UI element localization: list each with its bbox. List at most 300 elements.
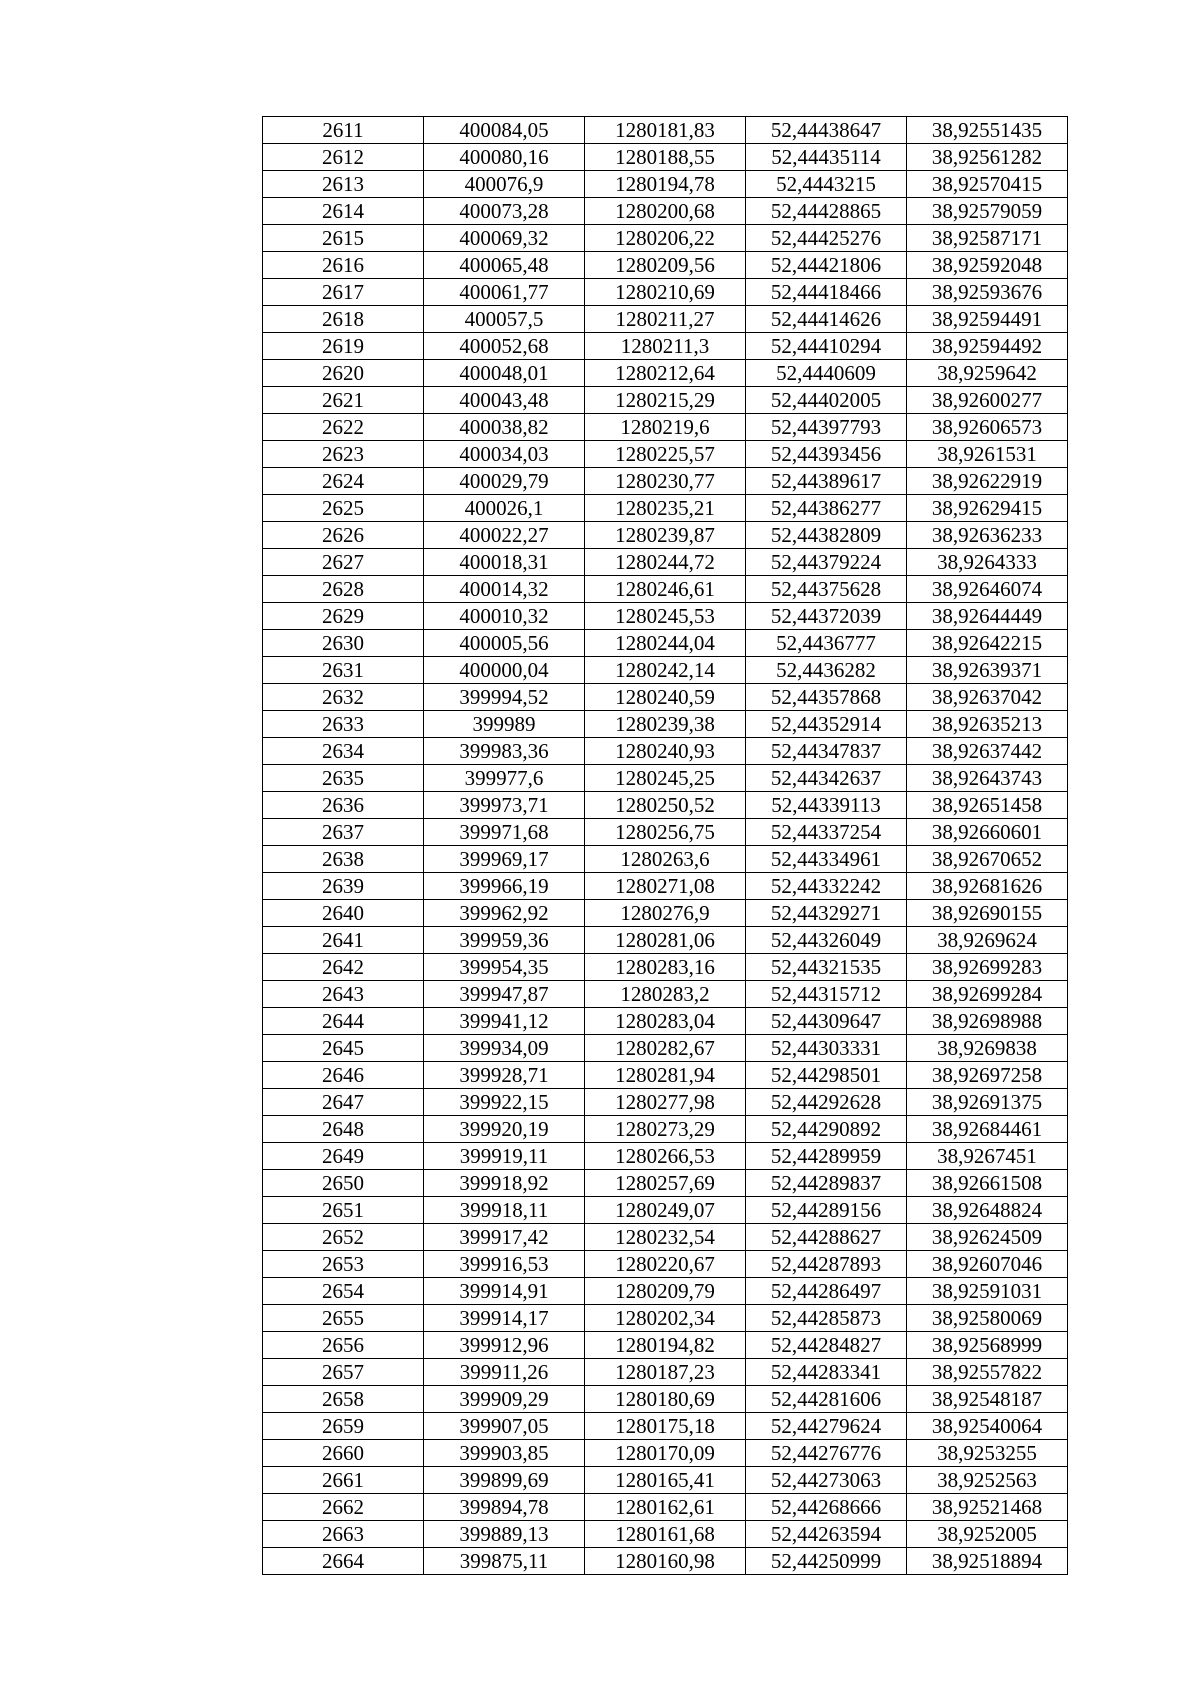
table-row: [263, 387, 1068, 414]
table-row: [263, 306, 1068, 333]
longitude-cell: 38,92540064: [907, 1413, 1068, 1440]
latitude-cell: 52,44339113: [746, 792, 907, 819]
longitude-cell: 38,9267451: [907, 1143, 1068, 1170]
x-coordinate-cell: 399971,68: [424, 819, 585, 846]
longitude-cell: 38,92607046: [907, 1251, 1068, 1278]
table-row: [263, 1278, 1068, 1305]
longitude-cell: 38,9264333: [907, 549, 1068, 576]
table-row: [263, 1305, 1068, 1332]
point-number-cell: 2657: [263, 1359, 424, 1386]
longitude-cell: 38,92643743: [907, 765, 1068, 792]
point-number-cell: 2621: [263, 387, 424, 414]
point-number-cell: 2616: [263, 252, 424, 279]
latitude-cell: 52,44303331: [746, 1035, 907, 1062]
x-coordinate-cell: 400010,32: [424, 603, 585, 630]
longitude-cell: 38,92644449: [907, 603, 1068, 630]
table-row: [263, 441, 1068, 468]
y-coordinate-cell: 1280250,52: [585, 792, 746, 819]
longitude-cell: 38,92637042: [907, 684, 1068, 711]
table-row: [263, 1008, 1068, 1035]
latitude-cell: 52,44290892: [746, 1116, 907, 1143]
point-number-cell: 2636: [263, 792, 424, 819]
table-row: [263, 603, 1068, 630]
point-number-cell: 2628: [263, 576, 424, 603]
longitude-cell: 38,92690155: [907, 900, 1068, 927]
point-number-cell: 2625: [263, 495, 424, 522]
latitude-cell: 52,44397793: [746, 414, 907, 441]
x-coordinate-cell: 400084,05: [424, 117, 585, 144]
latitude-cell: 52,44372039: [746, 603, 907, 630]
table-row: [263, 198, 1068, 225]
y-coordinate-cell: 1280215,29: [585, 387, 746, 414]
longitude-cell: 38,9253255: [907, 1440, 1068, 1467]
longitude-cell: 38,92600277: [907, 387, 1068, 414]
x-coordinate-cell: 399969,17: [424, 846, 585, 873]
point-number-cell: 2627: [263, 549, 424, 576]
point-number-cell: 2635: [263, 765, 424, 792]
longitude-cell: 38,9269838: [907, 1035, 1068, 1062]
x-coordinate-cell: 400043,48: [424, 387, 585, 414]
x-coordinate-cell: 400022,27: [424, 522, 585, 549]
longitude-cell: 38,92691375: [907, 1089, 1068, 1116]
latitude-cell: 52,44337254: [746, 819, 907, 846]
table-row: [263, 1062, 1068, 1089]
point-number-cell: 2620: [263, 360, 424, 387]
x-coordinate-cell: 399899,69: [424, 1467, 585, 1494]
latitude-cell: 52,44379224: [746, 549, 907, 576]
table-row: [263, 900, 1068, 927]
x-coordinate-cell: 399912,96: [424, 1332, 585, 1359]
point-number-cell: 2611: [263, 117, 424, 144]
point-number-cell: 2640: [263, 900, 424, 927]
y-coordinate-cell: 1280220,67: [585, 1251, 746, 1278]
latitude-cell: 52,44309647: [746, 1008, 907, 1035]
table-row: [263, 522, 1068, 549]
y-coordinate-cell: 1280249,07: [585, 1197, 746, 1224]
x-coordinate-cell: 399918,92: [424, 1170, 585, 1197]
y-coordinate-cell: 1280239,38: [585, 711, 746, 738]
y-coordinate-cell: 1280232,54: [585, 1224, 746, 1251]
longitude-cell: 38,92646074: [907, 576, 1068, 603]
point-number-cell: 2659: [263, 1413, 424, 1440]
y-coordinate-cell: 1280235,21: [585, 495, 746, 522]
latitude-cell: 52,44285873: [746, 1305, 907, 1332]
latitude-cell: 52,44326049: [746, 927, 907, 954]
latitude-cell: 52,44357868: [746, 684, 907, 711]
latitude-cell: 52,44292628: [746, 1089, 907, 1116]
longitude-cell: 38,92660601: [907, 819, 1068, 846]
x-coordinate-cell: 399962,92: [424, 900, 585, 927]
latitude-cell: 52,44402005: [746, 387, 907, 414]
latitude-cell: 52,44410294: [746, 333, 907, 360]
table-row: [263, 1413, 1068, 1440]
x-coordinate-cell: 399983,36: [424, 738, 585, 765]
point-number-cell: 2661: [263, 1467, 424, 1494]
table-row: [263, 1251, 1068, 1278]
table-row: [263, 1035, 1068, 1062]
y-coordinate-cell: 1280242,14: [585, 657, 746, 684]
y-coordinate-cell: 1280283,2: [585, 981, 746, 1008]
point-number-cell: 2646: [263, 1062, 424, 1089]
table-row: [263, 711, 1068, 738]
y-coordinate-cell: 1280212,64: [585, 360, 746, 387]
point-number-cell: 2612: [263, 144, 424, 171]
x-coordinate-cell: 399914,17: [424, 1305, 585, 1332]
latitude-cell: 52,44342637: [746, 765, 907, 792]
point-number-cell: 2639: [263, 873, 424, 900]
latitude-cell: 52,44276776: [746, 1440, 907, 1467]
x-coordinate-cell: 399918,11: [424, 1197, 585, 1224]
longitude-cell: 38,92697258: [907, 1062, 1068, 1089]
point-number-cell: 2615: [263, 225, 424, 252]
y-coordinate-cell: 1280181,83: [585, 117, 746, 144]
table-row: [263, 495, 1068, 522]
y-coordinate-cell: 1280244,72: [585, 549, 746, 576]
table-row: [263, 414, 1068, 441]
x-coordinate-cell: 399977,6: [424, 765, 585, 792]
latitude-cell: 52,44321535: [746, 954, 907, 981]
latitude-cell: 52,44250999: [746, 1548, 907, 1575]
x-coordinate-cell: 399954,35: [424, 954, 585, 981]
latitude-cell: 52,44288627: [746, 1224, 907, 1251]
latitude-cell: 52,44329271: [746, 900, 907, 927]
x-coordinate-cell: 399911,26: [424, 1359, 585, 1386]
table-row: [263, 1116, 1068, 1143]
point-number-cell: 2649: [263, 1143, 424, 1170]
table-row: [263, 1521, 1068, 1548]
y-coordinate-cell: 1280281,06: [585, 927, 746, 954]
x-coordinate-cell: 399959,36: [424, 927, 585, 954]
x-coordinate-cell: 400038,82: [424, 414, 585, 441]
latitude-cell: 52,44289959: [746, 1143, 907, 1170]
longitude-cell: 38,92636233: [907, 522, 1068, 549]
y-coordinate-cell: 1280282,67: [585, 1035, 746, 1062]
y-coordinate-cell: 1280188,55: [585, 144, 746, 171]
longitude-cell: 38,92642215: [907, 630, 1068, 657]
table-row: [263, 1332, 1068, 1359]
y-coordinate-cell: 1280271,08: [585, 873, 746, 900]
point-number-cell: 2654: [263, 1278, 424, 1305]
point-number-cell: 2619: [263, 333, 424, 360]
point-number-cell: 2624: [263, 468, 424, 495]
y-coordinate-cell: 1280246,61: [585, 576, 746, 603]
x-coordinate-cell: 399889,13: [424, 1521, 585, 1548]
latitude-cell: 52,44298501: [746, 1062, 907, 1089]
y-coordinate-cell: 1280281,94: [585, 1062, 746, 1089]
table-row: [263, 1197, 1068, 1224]
x-coordinate-cell: 400069,32: [424, 225, 585, 252]
y-coordinate-cell: 1280276,9: [585, 900, 746, 927]
table-row: [263, 1224, 1068, 1251]
y-coordinate-cell: 1280283,16: [585, 954, 746, 981]
x-coordinate-cell: 400014,32: [424, 576, 585, 603]
table-row: [263, 144, 1068, 171]
point-number-cell: 2647: [263, 1089, 424, 1116]
longitude-cell: 38,92637442: [907, 738, 1068, 765]
x-coordinate-cell: 399934,09: [424, 1035, 585, 1062]
longitude-cell: 38,92651458: [907, 792, 1068, 819]
latitude-cell: 52,44263594: [746, 1521, 907, 1548]
point-number-cell: 2622: [263, 414, 424, 441]
point-number-cell: 2634: [263, 738, 424, 765]
latitude-cell: 52,44287893: [746, 1251, 907, 1278]
latitude-cell: 52,44289156: [746, 1197, 907, 1224]
y-coordinate-cell: 1280175,18: [585, 1413, 746, 1440]
longitude-cell: 38,92580069: [907, 1305, 1068, 1332]
y-coordinate-cell: 1280277,98: [585, 1089, 746, 1116]
longitude-cell: 38,9252005: [907, 1521, 1068, 1548]
longitude-cell: 38,92639371: [907, 657, 1068, 684]
x-coordinate-cell: 400026,1: [424, 495, 585, 522]
longitude-cell: 38,92594492: [907, 333, 1068, 360]
table-row: [263, 1494, 1068, 1521]
x-coordinate-cell: 399920,19: [424, 1116, 585, 1143]
y-coordinate-cell: 1280165,41: [585, 1467, 746, 1494]
latitude-cell: 52,4436282: [746, 657, 907, 684]
coordinates-table-body: [263, 117, 1068, 1575]
longitude-cell: 38,92681626: [907, 873, 1068, 900]
latitude-cell: 52,44421806: [746, 252, 907, 279]
y-coordinate-cell: 1280210,69: [585, 279, 746, 306]
y-coordinate-cell: 1280263,6: [585, 846, 746, 873]
x-coordinate-cell: 400034,03: [424, 441, 585, 468]
y-coordinate-cell: 1280230,77: [585, 468, 746, 495]
latitude-cell: 52,4440609: [746, 360, 907, 387]
latitude-cell: 52,44283341: [746, 1359, 907, 1386]
longitude-cell: 38,92635213: [907, 711, 1068, 738]
longitude-cell: 38,92521468: [907, 1494, 1068, 1521]
latitude-cell: 52,44273063: [746, 1467, 907, 1494]
latitude-cell: 52,44268666: [746, 1494, 907, 1521]
x-coordinate-cell: 400076,9: [424, 171, 585, 198]
table-row: [263, 1359, 1068, 1386]
latitude-cell: 52,44352914: [746, 711, 907, 738]
y-coordinate-cell: 1280187,23: [585, 1359, 746, 1386]
longitude-cell: 38,9252563: [907, 1467, 1068, 1494]
table-row: [263, 792, 1068, 819]
x-coordinate-cell: 399966,19: [424, 873, 585, 900]
longitude-cell: 38,92594491: [907, 306, 1068, 333]
point-number-cell: 2626: [263, 522, 424, 549]
x-coordinate-cell: 399941,12: [424, 1008, 585, 1035]
longitude-cell: 38,92629415: [907, 495, 1068, 522]
point-number-cell: 2618: [263, 306, 424, 333]
table-row: [263, 819, 1068, 846]
x-coordinate-cell: 400057,5: [424, 306, 585, 333]
x-coordinate-cell: 399973,71: [424, 792, 585, 819]
table-row: [263, 117, 1068, 144]
latitude-cell: 52,44332242: [746, 873, 907, 900]
latitude-cell: 52,44435114: [746, 144, 907, 171]
y-coordinate-cell: 1280162,61: [585, 1494, 746, 1521]
longitude-cell: 38,92579059: [907, 198, 1068, 225]
x-coordinate-cell: 399928,71: [424, 1062, 585, 1089]
y-coordinate-cell: 1280209,79: [585, 1278, 746, 1305]
table-row: [263, 630, 1068, 657]
x-coordinate-cell: 400073,28: [424, 198, 585, 225]
y-coordinate-cell: 1280256,75: [585, 819, 746, 846]
point-number-cell: 2643: [263, 981, 424, 1008]
x-coordinate-cell: 399916,53: [424, 1251, 585, 1278]
longitude-cell: 38,92648824: [907, 1197, 1068, 1224]
x-coordinate-cell: 399914,91: [424, 1278, 585, 1305]
table-row: [263, 576, 1068, 603]
longitude-cell: 38,92593676: [907, 279, 1068, 306]
x-coordinate-cell: 399917,42: [424, 1224, 585, 1251]
latitude-cell: 52,44375628: [746, 576, 907, 603]
table-row: [263, 927, 1068, 954]
table-row: [263, 684, 1068, 711]
latitude-cell: 52,44281606: [746, 1386, 907, 1413]
table-row: [263, 279, 1068, 306]
table-row: [263, 1170, 1068, 1197]
point-number-cell: 2662: [263, 1494, 424, 1521]
latitude-cell: 52,44438647: [746, 117, 907, 144]
x-coordinate-cell: 399989: [424, 711, 585, 738]
table-row: [263, 738, 1068, 765]
latitude-cell: 52,44279624: [746, 1413, 907, 1440]
y-coordinate-cell: 1280244,04: [585, 630, 746, 657]
latitude-cell: 52,44286497: [746, 1278, 907, 1305]
y-coordinate-cell: 1280240,93: [585, 738, 746, 765]
y-coordinate-cell: 1280194,82: [585, 1332, 746, 1359]
y-coordinate-cell: 1280240,59: [585, 684, 746, 711]
y-coordinate-cell: 1280225,57: [585, 441, 746, 468]
x-coordinate-cell: 400048,01: [424, 360, 585, 387]
x-coordinate-cell: 400018,31: [424, 549, 585, 576]
y-coordinate-cell: 1280160,98: [585, 1548, 746, 1575]
x-coordinate-cell: 399875,11: [424, 1548, 585, 1575]
y-coordinate-cell: 1280211,3: [585, 333, 746, 360]
table-row: [263, 1143, 1068, 1170]
longitude-cell: 38,92684461: [907, 1116, 1068, 1143]
x-coordinate-cell: 400052,68: [424, 333, 585, 360]
point-number-cell: 2637: [263, 819, 424, 846]
table-row: [263, 1089, 1068, 1116]
y-coordinate-cell: 1280211,27: [585, 306, 746, 333]
longitude-cell: 38,92548187: [907, 1386, 1068, 1413]
y-coordinate-cell: 1280180,69: [585, 1386, 746, 1413]
point-number-cell: 2642: [263, 954, 424, 981]
table-row: [263, 954, 1068, 981]
table-row: [263, 333, 1068, 360]
longitude-cell: 38,92624509: [907, 1224, 1068, 1251]
table-row: [263, 549, 1068, 576]
longitude-cell: 38,92661508: [907, 1170, 1068, 1197]
latitude-cell: 52,44428865: [746, 198, 907, 225]
x-coordinate-cell: 399994,52: [424, 684, 585, 711]
point-number-cell: 2648: [263, 1116, 424, 1143]
longitude-cell: 38,92561282: [907, 144, 1068, 171]
point-number-cell: 2652: [263, 1224, 424, 1251]
x-coordinate-cell: 399903,85: [424, 1440, 585, 1467]
latitude-cell: 52,44334961: [746, 846, 907, 873]
table-row: [263, 1386, 1068, 1413]
x-coordinate-cell: 400061,77: [424, 279, 585, 306]
table-row: [263, 765, 1068, 792]
longitude-cell: 38,9261531: [907, 441, 1068, 468]
y-coordinate-cell: 1280209,56: [585, 252, 746, 279]
latitude-cell: 52,44386277: [746, 495, 907, 522]
longitude-cell: 38,92551435: [907, 117, 1068, 144]
x-coordinate-cell: 399909,29: [424, 1386, 585, 1413]
table-row: [263, 252, 1068, 279]
longitude-cell: 38,92698988: [907, 1008, 1068, 1035]
y-coordinate-cell: 1280206,22: [585, 225, 746, 252]
longitude-cell: 38,92670652: [907, 846, 1068, 873]
longitude-cell: 38,9259642: [907, 360, 1068, 387]
point-number-cell: 2664: [263, 1548, 424, 1575]
y-coordinate-cell: 1280200,68: [585, 198, 746, 225]
longitude-cell: 38,92568999: [907, 1332, 1068, 1359]
y-coordinate-cell: 1280273,29: [585, 1116, 746, 1143]
point-number-cell: 2631: [263, 657, 424, 684]
table-row: [263, 468, 1068, 495]
latitude-cell: 52,44289837: [746, 1170, 907, 1197]
latitude-cell: 52,44347837: [746, 738, 907, 765]
table-row: [263, 657, 1068, 684]
longitude-cell: 38,92699283: [907, 954, 1068, 981]
point-number-cell: 2658: [263, 1386, 424, 1413]
point-number-cell: 2660: [263, 1440, 424, 1467]
y-coordinate-cell: 1280266,53: [585, 1143, 746, 1170]
latitude-cell: 52,4443215: [746, 171, 907, 198]
point-number-cell: 2633: [263, 711, 424, 738]
point-number-cell: 2614: [263, 198, 424, 225]
longitude-cell: 38,92592048: [907, 252, 1068, 279]
point-number-cell: 2638: [263, 846, 424, 873]
longitude-cell: 38,92591031: [907, 1278, 1068, 1305]
latitude-cell: 52,44315712: [746, 981, 907, 1008]
table-row: [263, 171, 1068, 198]
point-number-cell: 2623: [263, 441, 424, 468]
y-coordinate-cell: 1280239,87: [585, 522, 746, 549]
table-row: [263, 981, 1068, 1008]
point-number-cell: 2630: [263, 630, 424, 657]
point-number-cell: 2645: [263, 1035, 424, 1062]
table-row: [263, 360, 1068, 387]
point-number-cell: 2651: [263, 1197, 424, 1224]
point-number-cell: 2653: [263, 1251, 424, 1278]
y-coordinate-cell: 1280161,68: [585, 1521, 746, 1548]
longitude-cell: 38,92557822: [907, 1359, 1068, 1386]
latitude-cell: 52,44382809: [746, 522, 907, 549]
latitude-cell: 52,44393456: [746, 441, 907, 468]
y-coordinate-cell: 1280202,34: [585, 1305, 746, 1332]
point-number-cell: 2641: [263, 927, 424, 954]
table-row: [263, 873, 1068, 900]
y-coordinate-cell: 1280257,69: [585, 1170, 746, 1197]
longitude-cell: 38,92622919: [907, 468, 1068, 495]
y-coordinate-cell: 1280283,04: [585, 1008, 746, 1035]
y-coordinate-cell: 1280219,6: [585, 414, 746, 441]
latitude-cell: 52,4436777: [746, 630, 907, 657]
table-row: [263, 846, 1068, 873]
latitude-cell: 52,44389617: [746, 468, 907, 495]
y-coordinate-cell: 1280194,78: [585, 171, 746, 198]
latitude-cell: 52,44284827: [746, 1332, 907, 1359]
point-number-cell: 2656: [263, 1332, 424, 1359]
latitude-cell: 52,44425276: [746, 225, 907, 252]
longitude-cell: 38,92518894: [907, 1548, 1068, 1575]
point-number-cell: 2629: [263, 603, 424, 630]
latitude-cell: 52,44414626: [746, 306, 907, 333]
table-row: [263, 1467, 1068, 1494]
x-coordinate-cell: 399907,05: [424, 1413, 585, 1440]
longitude-cell: 38,9269624: [907, 927, 1068, 954]
x-coordinate-cell: 399919,11: [424, 1143, 585, 1170]
longitude-cell: 38,92570415: [907, 171, 1068, 198]
